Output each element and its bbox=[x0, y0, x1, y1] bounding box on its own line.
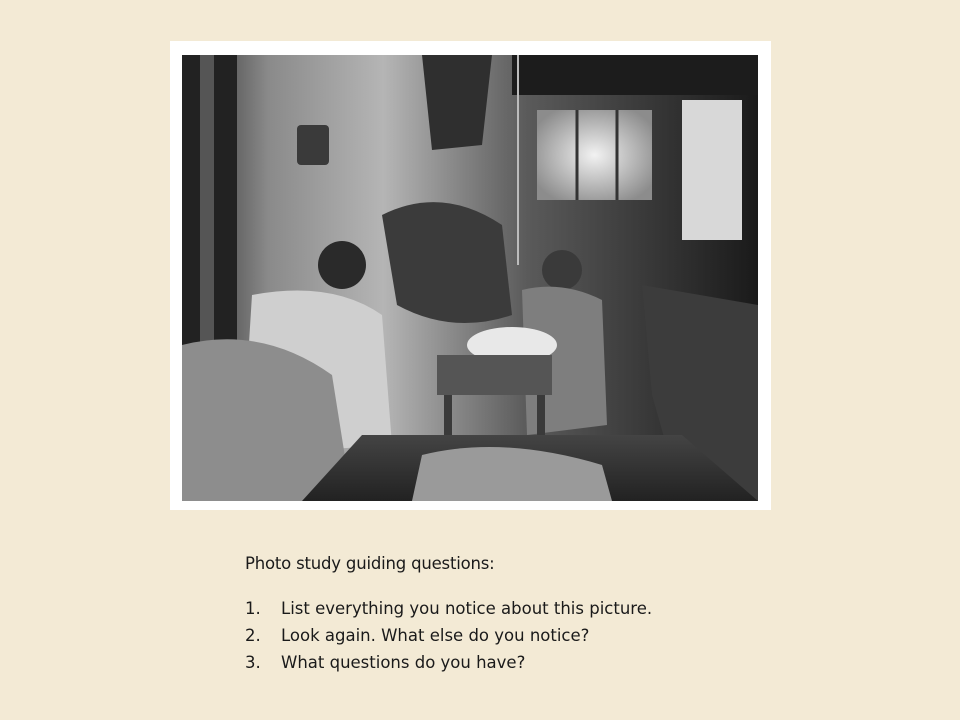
question-item bbox=[245, 649, 845, 676]
ceiling bbox=[512, 55, 758, 95]
photo-illustration bbox=[182, 55, 758, 501]
question-list bbox=[245, 595, 845, 676]
caption-title: Photo study guiding questions: bbox=[245, 554, 495, 573]
question-item bbox=[245, 622, 845, 649]
hanging-clothes bbox=[422, 55, 492, 150]
side-window bbox=[682, 100, 742, 240]
worker-left-head bbox=[318, 241, 366, 289]
question-number: 1. bbox=[245, 599, 261, 618]
work-table bbox=[437, 355, 552, 395]
question-number: 2. bbox=[245, 626, 261, 645]
historical-photo bbox=[182, 55, 758, 501]
photo-frame bbox=[170, 41, 771, 510]
garment-pile bbox=[382, 202, 512, 323]
caption bbox=[245, 550, 845, 676]
question-number: 3. bbox=[245, 653, 261, 672]
question-text: What questions do you have? bbox=[281, 653, 526, 672]
question-text: List everything you notice about this picture. bbox=[281, 599, 653, 618]
hanging-bag bbox=[297, 125, 329, 165]
worker-right-head bbox=[542, 250, 582, 290]
back-window bbox=[537, 110, 652, 200]
question-item bbox=[245, 595, 845, 622]
question-text: Look again. What else do you notice? bbox=[281, 626, 590, 645]
